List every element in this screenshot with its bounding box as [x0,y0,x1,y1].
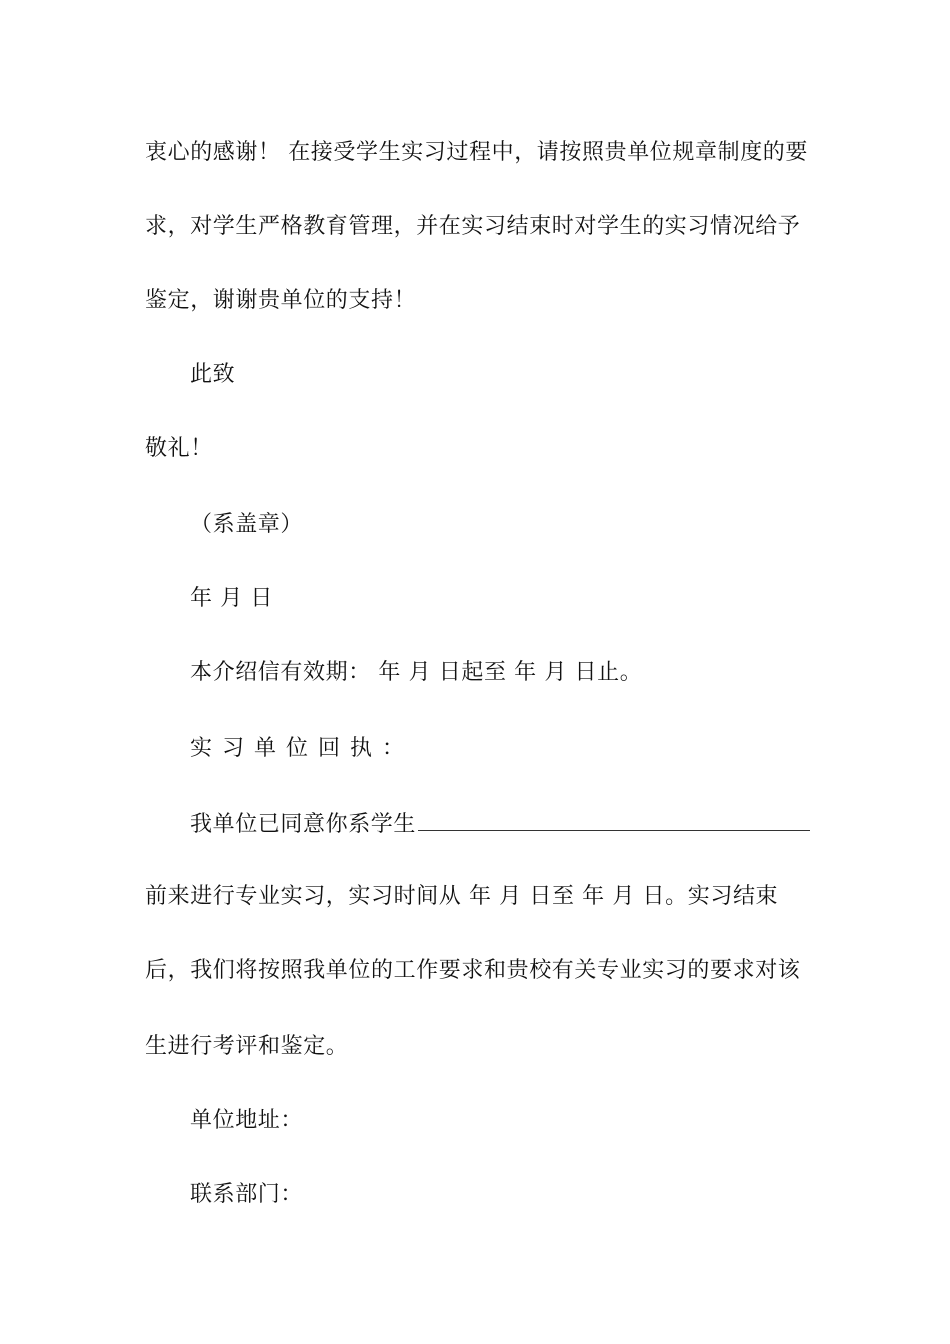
stamp-note: （系盖章） [190,512,304,537]
regards: 敬礼！ [145,436,213,461]
reply-student-line [190,808,810,840]
body-text-line: 衷心的感谢！ 在接受学生实习过程中，请按照贵单位规章制度的要 [145,140,808,165]
unit-address-label: 单位地址： [190,1108,304,1133]
student-name-blank [418,808,810,831]
reply-student-label: 我单位已同意你系学生 [190,812,417,837]
body-text-line: 求，对学生严格教育管理，并在实习结束时对学生的实习情况给予 [145,214,801,239]
body-text-line: 鉴定，谢谢贵单位的支持！ [145,288,417,313]
reply-title: 实习单位回执： [190,736,415,761]
contact-dept-label: 联系部门： [190,1182,304,1207]
body-text-line: 前来进行专业实习，实习时间从 年 月 日至 年 月 日。实习结束 [145,884,779,909]
date-line: 年 月 日 [190,586,273,611]
validity-period: 本介绍信有效期： 年 月 日起至 年 月 日止。 [190,660,643,685]
body-text-line: 后，我们将按照我单位的工作要求和贵校有关专业实习的要求对该 [145,958,801,983]
salutation: 此致 [190,362,236,387]
body-text-line: 生进行考评和鉴定。 [145,1034,349,1059]
